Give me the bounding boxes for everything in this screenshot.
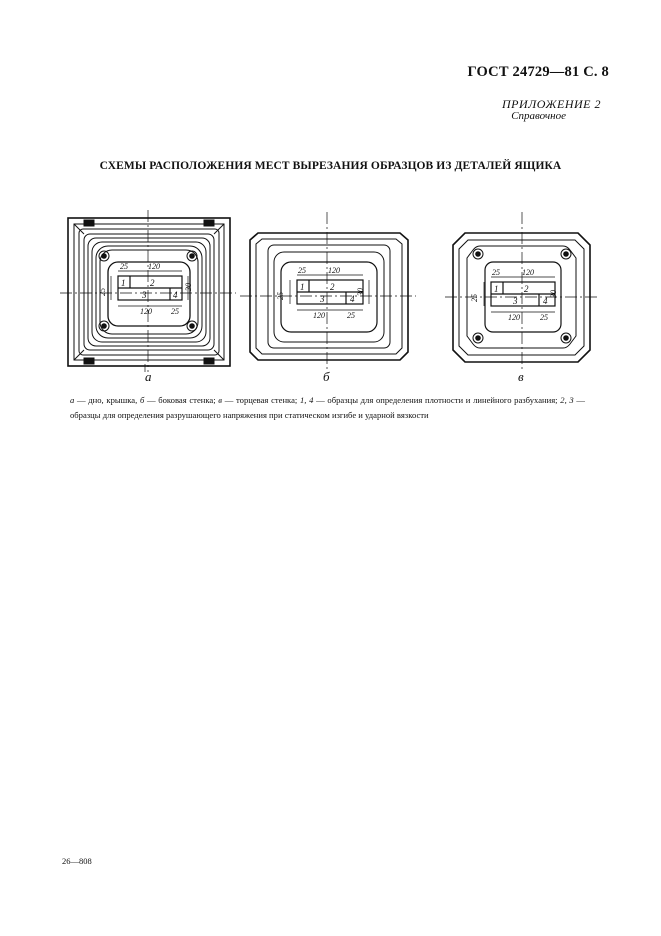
fig-c-label: в: [518, 369, 524, 384]
diagram-area: [0, 0, 661, 390]
fig-c-dim-bottom-mid: 120: [508, 313, 520, 322]
caption-mark-14: 1, 4: [300, 395, 314, 405]
fig-b-sample-2: 2: [330, 282, 335, 292]
fig-b-dim-bottom-right: 25: [347, 311, 355, 320]
fig-a-dim-bottom-right: 25: [171, 307, 179, 316]
fig-c-sample-1: 1: [494, 284, 499, 294]
document-code: ГОСТ 24729—81 С. 8: [467, 64, 609, 80]
figure-c-drawing: [445, 212, 600, 372]
caption-mark-23: 2, 3: [560, 395, 574, 405]
fig-b-dim-top-left: 25: [298, 266, 306, 275]
fig-a-dim-top-left: 25: [120, 262, 128, 271]
fig-b-dim-right: 30: [356, 288, 365, 296]
fig-b-sample-3: 3: [320, 294, 325, 304]
fig-c-dim-right: 30: [549, 290, 558, 298]
fig-a-dim-right: 30: [184, 283, 193, 291]
caption-text-a: — дно, крышка,: [74, 395, 140, 405]
fig-a-sample-1: 1: [121, 278, 126, 288]
fig-c-dim-top-left: 25: [492, 268, 500, 277]
fig-a-dim-side: 25: [98, 288, 107, 296]
caption-mark-a: а: [70, 395, 75, 405]
figure-caption: [70, 393, 585, 423]
fig-a-dim-top-mid: 120: [148, 262, 160, 271]
fig-b-dim-bottom-mid: 120: [313, 311, 325, 320]
fig-c-dim-side: 25: [470, 294, 479, 302]
caption-text-b: — боковая стенка;: [144, 395, 219, 405]
fig-a-sample-3: 3: [142, 290, 147, 300]
page-title: СХЕМЫ РАСПОЛОЖЕНИЯ МЕСТ ВЫРЕЗАНИЯ ОБРАЗЦОВ ИЗ ДЕТАЛЕЙ ЯЩИКА: [99, 160, 562, 172]
fig-c-dim-top-mid: 120: [522, 268, 534, 277]
fig-b-sample-1: 1: [300, 282, 305, 292]
fig-b-dim-side: 25: [276, 292, 285, 300]
fig-a-sample-2: 2: [150, 278, 155, 288]
fig-a-label: а: [145, 369, 152, 384]
fig-b-label: б: [323, 369, 330, 384]
page-footer-code: 26—808: [62, 856, 92, 866]
appendix-label: ПРИЛОЖЕНИЕ 2: [502, 97, 601, 111]
fig-c-sample-2: 2: [524, 284, 529, 294]
caption-text-14: — образцы для определения плотности и линейного разбухания;: [313, 395, 561, 405]
fig-b-sample-4: 4: [350, 294, 355, 304]
fig-b-dim-top-mid: 120: [328, 266, 340, 275]
fig-c-sample-3: 3: [513, 296, 518, 306]
fig-c-sample-4: 4: [543, 296, 548, 306]
figure-a-drawing: [60, 210, 236, 372]
fig-c-dim-bottom-right: 25: [540, 313, 548, 322]
caption-text-v: — торцевая стенка;: [222, 395, 300, 405]
figure-b-drawing: [240, 212, 416, 370]
caption-text-23: — образцы для определения разрушающего напряжения при статическом изгибе и ударной вязкости: [70, 395, 585, 420]
appendix-type: Справочное: [511, 110, 566, 122]
caption-mark-v: в: [218, 395, 223, 405]
caption-mark-b: б: [139, 395, 145, 405]
fig-a-dim-bottom-mid: 120: [140, 307, 152, 316]
fig-a-sample-4: 4: [173, 290, 178, 300]
